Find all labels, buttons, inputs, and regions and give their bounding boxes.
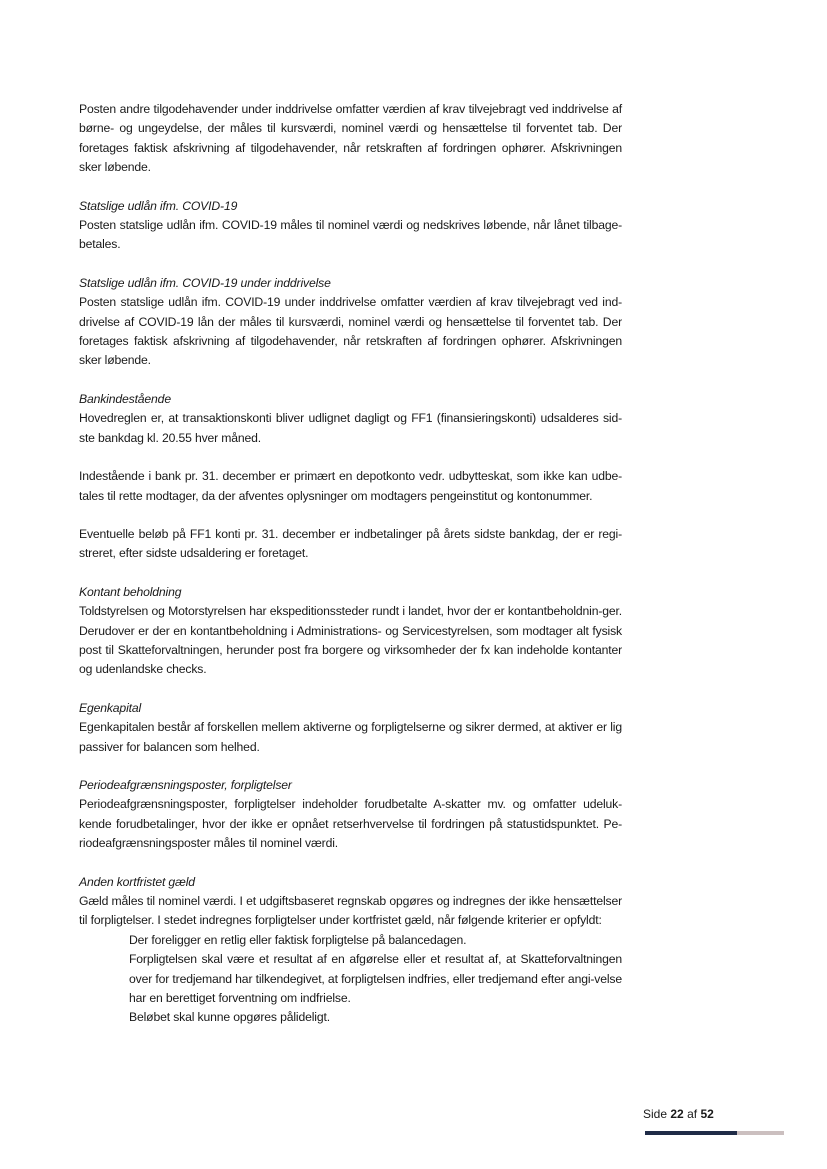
paragraph: Indestående i bank pr. 31. december er primært en depotkonto vedr. udbytteskat, som ikke kan udbe-tales til rette modtager, da der afventes oplysninger om modtagers pengeinstitut og kontonummer. — [79, 469, 622, 503]
section-heading-egenkapital: Egenkapital — [79, 700, 142, 715]
section-heading-bank: Bankindestående — [79, 391, 171, 406]
paragraph: Posten andre tilgodehavender under inddrivelse omfatter værdien af krav tilvejebragt ved inddrivelse af børne- og ungeydelse, der måles til kursværdi, nominel værdi og hensættelse til forventet tab. Der foretages faktisk afskrivning af tilgodehavender, når retskraften af fordringen ophører. Afskrivningen sker løbende. — [79, 102, 622, 175]
page-of-label: af — [687, 1107, 698, 1121]
current-page: 22 — [670, 1107, 684, 1121]
paragraph: Toldstyrelsen og Motorstyrelsen har ekspeditionssteder rundt i landet, hvor der er kontantbeholdnin-ger. Derudover er der en kontantbeholdning i Administrations- og Servicestyrelsen, som modtager alt fysisk post til Skatteforvaltningen, herunder post fra borgere og virksomheder der fx kan indeholde kontanter og udenlandske checks. — [79, 604, 622, 677]
footer-bar-dark-1 — [645, 1131, 690, 1135]
paragraph: Periodeafgrænsningsposter, forpligtelser indeholder forudbetalte A-skatter mv. og omfatter udeluk-kende forudbetalinger, hvor der ikke er opnået retserhvervelse til fordringen på statustidspunktet. Pe-riodeafgrænsningsposter måles til nominel værdi. — [79, 797, 622, 851]
list-item: Beløbet skal kunne opgøres pålideligt. — [129, 1010, 330, 1025]
page-side-label: Side — [643, 1107, 668, 1121]
section-heading-periode: Periodeafgrænsningsposter, forpligtelser — [79, 777, 292, 792]
list-item: Forpligtelsen skal være et resultat af en afgørelse eller et resultat af, at Skatteforvaltningen over for tredjemand har tilkendegivet, at forpligtelsen indfries, eller tredjemand efter angi-velse har en berettiget forventning om indfrielse. — [129, 952, 622, 1006]
section-heading-statslige-inddrivelse: Statslige udlån ifm. COVID-19 under inddrivelse — [79, 275, 331, 290]
paragraph: Posten statslige udlån ifm. COVID-19 under inddrivelse omfatter værdien af krav tilvejebragt ved ind-drivelse af COVID-19 lån der måles til kursværdi, nominel værdi og hensættelse til forventet tab. Der foretages faktisk afskrivning af tilgodehavender, når retskraften af fordringen ophører. Afskrivningen sker løbende. — [79, 295, 622, 368]
section-heading-statslige: Statslige udlån ifm. COVID-19 — [79, 198, 238, 213]
paragraph: Gæld måles til nominel værdi. I et udgiftsbaseret regnskab opgøres og indregnes der ikke hensættelser til forpligtelser. I stedet indregnes forpligtelser under kortfristet gæld, når følgende kriterier er opfyldt: — [79, 894, 622, 928]
total-pages: 52 — [700, 1107, 714, 1121]
footer-bar-light — [737, 1131, 784, 1135]
page-content — [79, 100, 622, 1028]
paragraph: Posten statslige udlån ifm. COVID-19 måles til nominel værdi og nedskrives løbende, når lånet tilbage-betales. — [79, 218, 622, 252]
paragraph: Hovedreglen er, at transaktionskonti bliver udlignet dagligt og FF1 (finansieringskonti) udsalderes sid-ste bankdag kl. 20.55 hver måned. — [79, 411, 622, 445]
section-heading-anden: Anden kortfristet gæld — [79, 874, 195, 889]
paragraph: Egenkapitalen består af forskellen mellem aktiverne og forpligtelserne og sikrer dermed, at aktiver er lig passiver for balancen som helhed. — [79, 720, 622, 754]
footer-bar-dark-2 — [690, 1131, 737, 1135]
paragraph: Eventuelle beløb på FF1 konti pr. 31. december er indbetalinger på årets sidste bankdag, der er regi-streret, efter sidste udsaldering er foretaget. — [79, 526, 622, 561]
page-number — [643, 1107, 714, 1121]
section-heading-kontant: Kontant beholdning — [79, 584, 182, 599]
list-item: Der foreligger en retlig eller faktisk forpligtelse på balancedagen. — [129, 932, 467, 947]
